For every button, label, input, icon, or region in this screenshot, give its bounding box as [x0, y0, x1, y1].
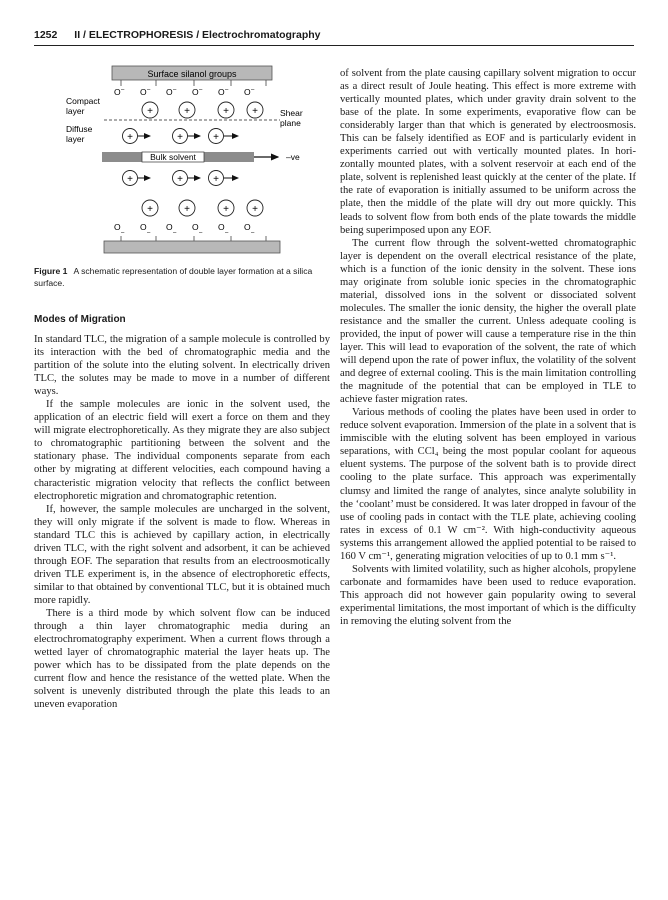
svg-text:–: – — [121, 87, 125, 93]
section-heading: Modes of Migration — [34, 314, 126, 325]
lower-compact-cations — [142, 200, 263, 216]
svg-text:+: + — [147, 204, 153, 215]
neg-charge: O — [218, 222, 225, 232]
diffuse-cations-lower — [123, 171, 224, 186]
negative-electrode-label: –ve — [286, 152, 300, 162]
right-column — [340, 67, 636, 628]
neg-charge: O — [218, 87, 225, 97]
bulk-solvent-label: Bulk solvent — [150, 152, 196, 162]
figure-caption — [34, 266, 330, 289]
neg-charge: O — [244, 222, 251, 232]
svg-text:+: + — [223, 106, 229, 117]
left-column — [34, 333, 330, 711]
lower-silanol-ticks — [121, 236, 266, 241]
neg-charge: O — [192, 87, 199, 97]
neg-charge: O — [114, 222, 121, 232]
svg-text:+: + — [177, 132, 183, 143]
silanol-ticks — [121, 80, 266, 86]
compact-layer-label-1: Compact — [66, 96, 101, 106]
svg-text:–: – — [173, 230, 177, 236]
figure-double-layer — [66, 64, 310, 254]
svg-text:+: + — [213, 174, 219, 185]
svg-text:+: + — [252, 106, 258, 117]
svg-text:+: + — [127, 132, 133, 143]
bottom-surface-bar — [104, 241, 280, 253]
lower-compact-plus — [147, 204, 258, 215]
neg-charge: O — [244, 87, 251, 97]
svg-text:+: + — [147, 106, 153, 117]
svg-text:+: + — [184, 204, 190, 215]
caption-label: Figure 1 — [34, 266, 68, 276]
svg-text:–: – — [251, 230, 255, 236]
shear-plane-label-1: Shear — [280, 108, 303, 118]
compact-plus-signs — [147, 106, 258, 117]
neg-charge: O — [114, 87, 121, 97]
paragraph: If, however, the sample molecules are uncharged in the solvent, they will only migrate if the solvent is made to flow. Whereas in standard TLC this is achieved by capillary action, in electrically driven TLC, with the right solvent and adsorbent, it can be achieved through EOF. The separation that results from an electroosmotically driven TLE experiment is, in the absence of electrophoretic effects, similar to that obtained by conventional TLC, but it is obtained much more rapidly. — [34, 503, 330, 606]
svg-text:–: – — [225, 87, 229, 93]
compact-layer-label-2: layer — [66, 106, 85, 116]
neg-charge: O — [166, 87, 173, 97]
paragraph: In standard TLC, the migration of a sample molecule is controlled by its interaction with the bed of chromatographic media and the partition of the solute into the eluting solvent. In electrically driven TLC, the solutes may be made to move in a number of different ways. — [34, 334, 330, 398]
svg-text:+: + — [127, 174, 133, 185]
paragraph: The current flow through the solvent-wetted chromatographic layer is dependent on the overall electrical resistance of the plate, which is a function of the ionic density in the solvent. These ions may originate from soluble ionic species in the chromatographic material, dissolved ions in the solvent or dissociated solvent molecules. The smaller the ionic density, the higher the overall plate resistance and the smaller the current. Unless adequate cooling is provided, the input of power will cause a temperature rise in the thin layer. This will lead to evaporation of the solvent, the rate of which will depend upon the rate of power influx, the volatility of the solvent and degree of external cooling. This is the main limitation controlling the magnitude of the potential that can be employed in TLE to achieve faster migration rates. — [340, 237, 636, 406]
svg-text:–: – — [147, 230, 151, 236]
svg-text:+: + — [184, 106, 190, 117]
svg-text:+: + — [213, 132, 219, 143]
diffuse-layer-label-2: layer — [66, 134, 85, 144]
paragraph: There is a third mode by which solvent flow can be induced through a thin layer chromatographic media during an electrochromatography experiment. When a current flows through a wetted layer of chromatographic material the layer heats up. The power which has to be dissipated from the plate depends on the current flow and hence the resistance of the wetted plate. When the solvent is unevenly distributed through the plate this leads to an uneven evaporation — [34, 607, 330, 711]
paragraph: If the sample molecules are ionic in the solvent used, the application of an electric field will exert a force on them and they will migrate electrophoretically. As they migrate they are also subject to chromatographic partitioning between the solvent and the stationary phase. The individual components separate from each other by migrating at different velocities, each compound having a characteristic migration velocity that reflects the conflict between electrophoretic migration and chromatographic retention. — [34, 399, 330, 502]
svg-text:–: – — [173, 87, 177, 93]
header-rule — [34, 45, 634, 46]
bottom-negative-charges — [114, 222, 255, 236]
paragraph: of solvent from the plate causing capillary solvent migration to occur as a direct result of Joule heating. This effect is more extreme with vertically mounted plates, which under gravity drain solvent to the base of the plate. In some experiments, evaporative flow can be considerably larger than that which is generated by electroosmosis. This can be falsely identified as EOF and is particularly evident in experiments carried out with vertically mounted plates. In horizontally mounted plates, with a solvent reservoir at each end of the plate, solvent is replenished least quickly at the center of the plate. If the rate of evaporation is initially assumed to be uniform across the plate, then the middle of the plate will dry out more quickly. This leads to solvent flow from both ends of the plate towards the middle being superimposed upon any EOF. — [340, 68, 636, 236]
running-title: II / ELECTROPHORESIS / Electrochromatography — [74, 29, 321, 41]
double-layer-diagram — [66, 64, 310, 254]
diffuse-cations-upper — [123, 129, 224, 144]
svg-text:–: – — [225, 230, 229, 236]
neg-charge: O — [192, 222, 199, 232]
svg-text:–: – — [199, 87, 203, 93]
shear-plane-label-2: plane — [280, 118, 301, 128]
surface-label: Surface silanol groups — [147, 69, 237, 79]
neg-charge: O — [140, 222, 147, 232]
diffuse-layer-label-1: Diffuse — [66, 124, 93, 134]
compact-cations — [142, 102, 263, 118]
svg-text:+: + — [252, 204, 258, 215]
svg-text:–: – — [147, 87, 151, 93]
paragraph: Various methods of cooling the plates have been used in order to reduce solvent evaporation. Immersion of the plate in a solvent that is immiscible with the eluting solvent has been employed in various separations, with CCl₄ being the most popular coolant for aqueous eluent systems. The purpose of the solvent bath is to provide direct cooling to the plate surface. This approach was experimentally clumsy and limited the range of analytes, since analyte solubility in the ‘coolant’ must be considered. It was later dropped in favour of the use of cooling pads in contact with the TLE plate, achieving cooling rates in excess of 0.1 W cm⁻². With high-conductivity aqueous systems this arrangement allowed the applied potential to be raised to 160 V cm⁻¹, generating migration velocities of up to 0.1 mm s⁻¹. — [340, 407, 636, 562]
svg-text:–: – — [251, 87, 255, 93]
svg-text:–: – — [121, 230, 125, 236]
svg-text:+: + — [177, 174, 183, 185]
neg-charge: O — [140, 87, 147, 97]
paragraph: Solvents with limited volatility, such as higher alcohols, propylene carbonate and formamides have been used to reduce evaporation. This approach did not however gain popularity owing to several experimental limitations, the most important of which is the difficulty in removing the eluting solvent from the — [340, 563, 636, 627]
neg-charge: O — [166, 222, 173, 232]
caption-text: A schematic representation of double layer formation at a silica surface. — [34, 266, 313, 288]
svg-text:–: – — [199, 230, 203, 236]
top-negative-charges — [114, 87, 255, 97]
page-number: 1252 — [34, 29, 58, 41]
running-header — [34, 29, 634, 43]
svg-text:+: + — [223, 204, 229, 215]
